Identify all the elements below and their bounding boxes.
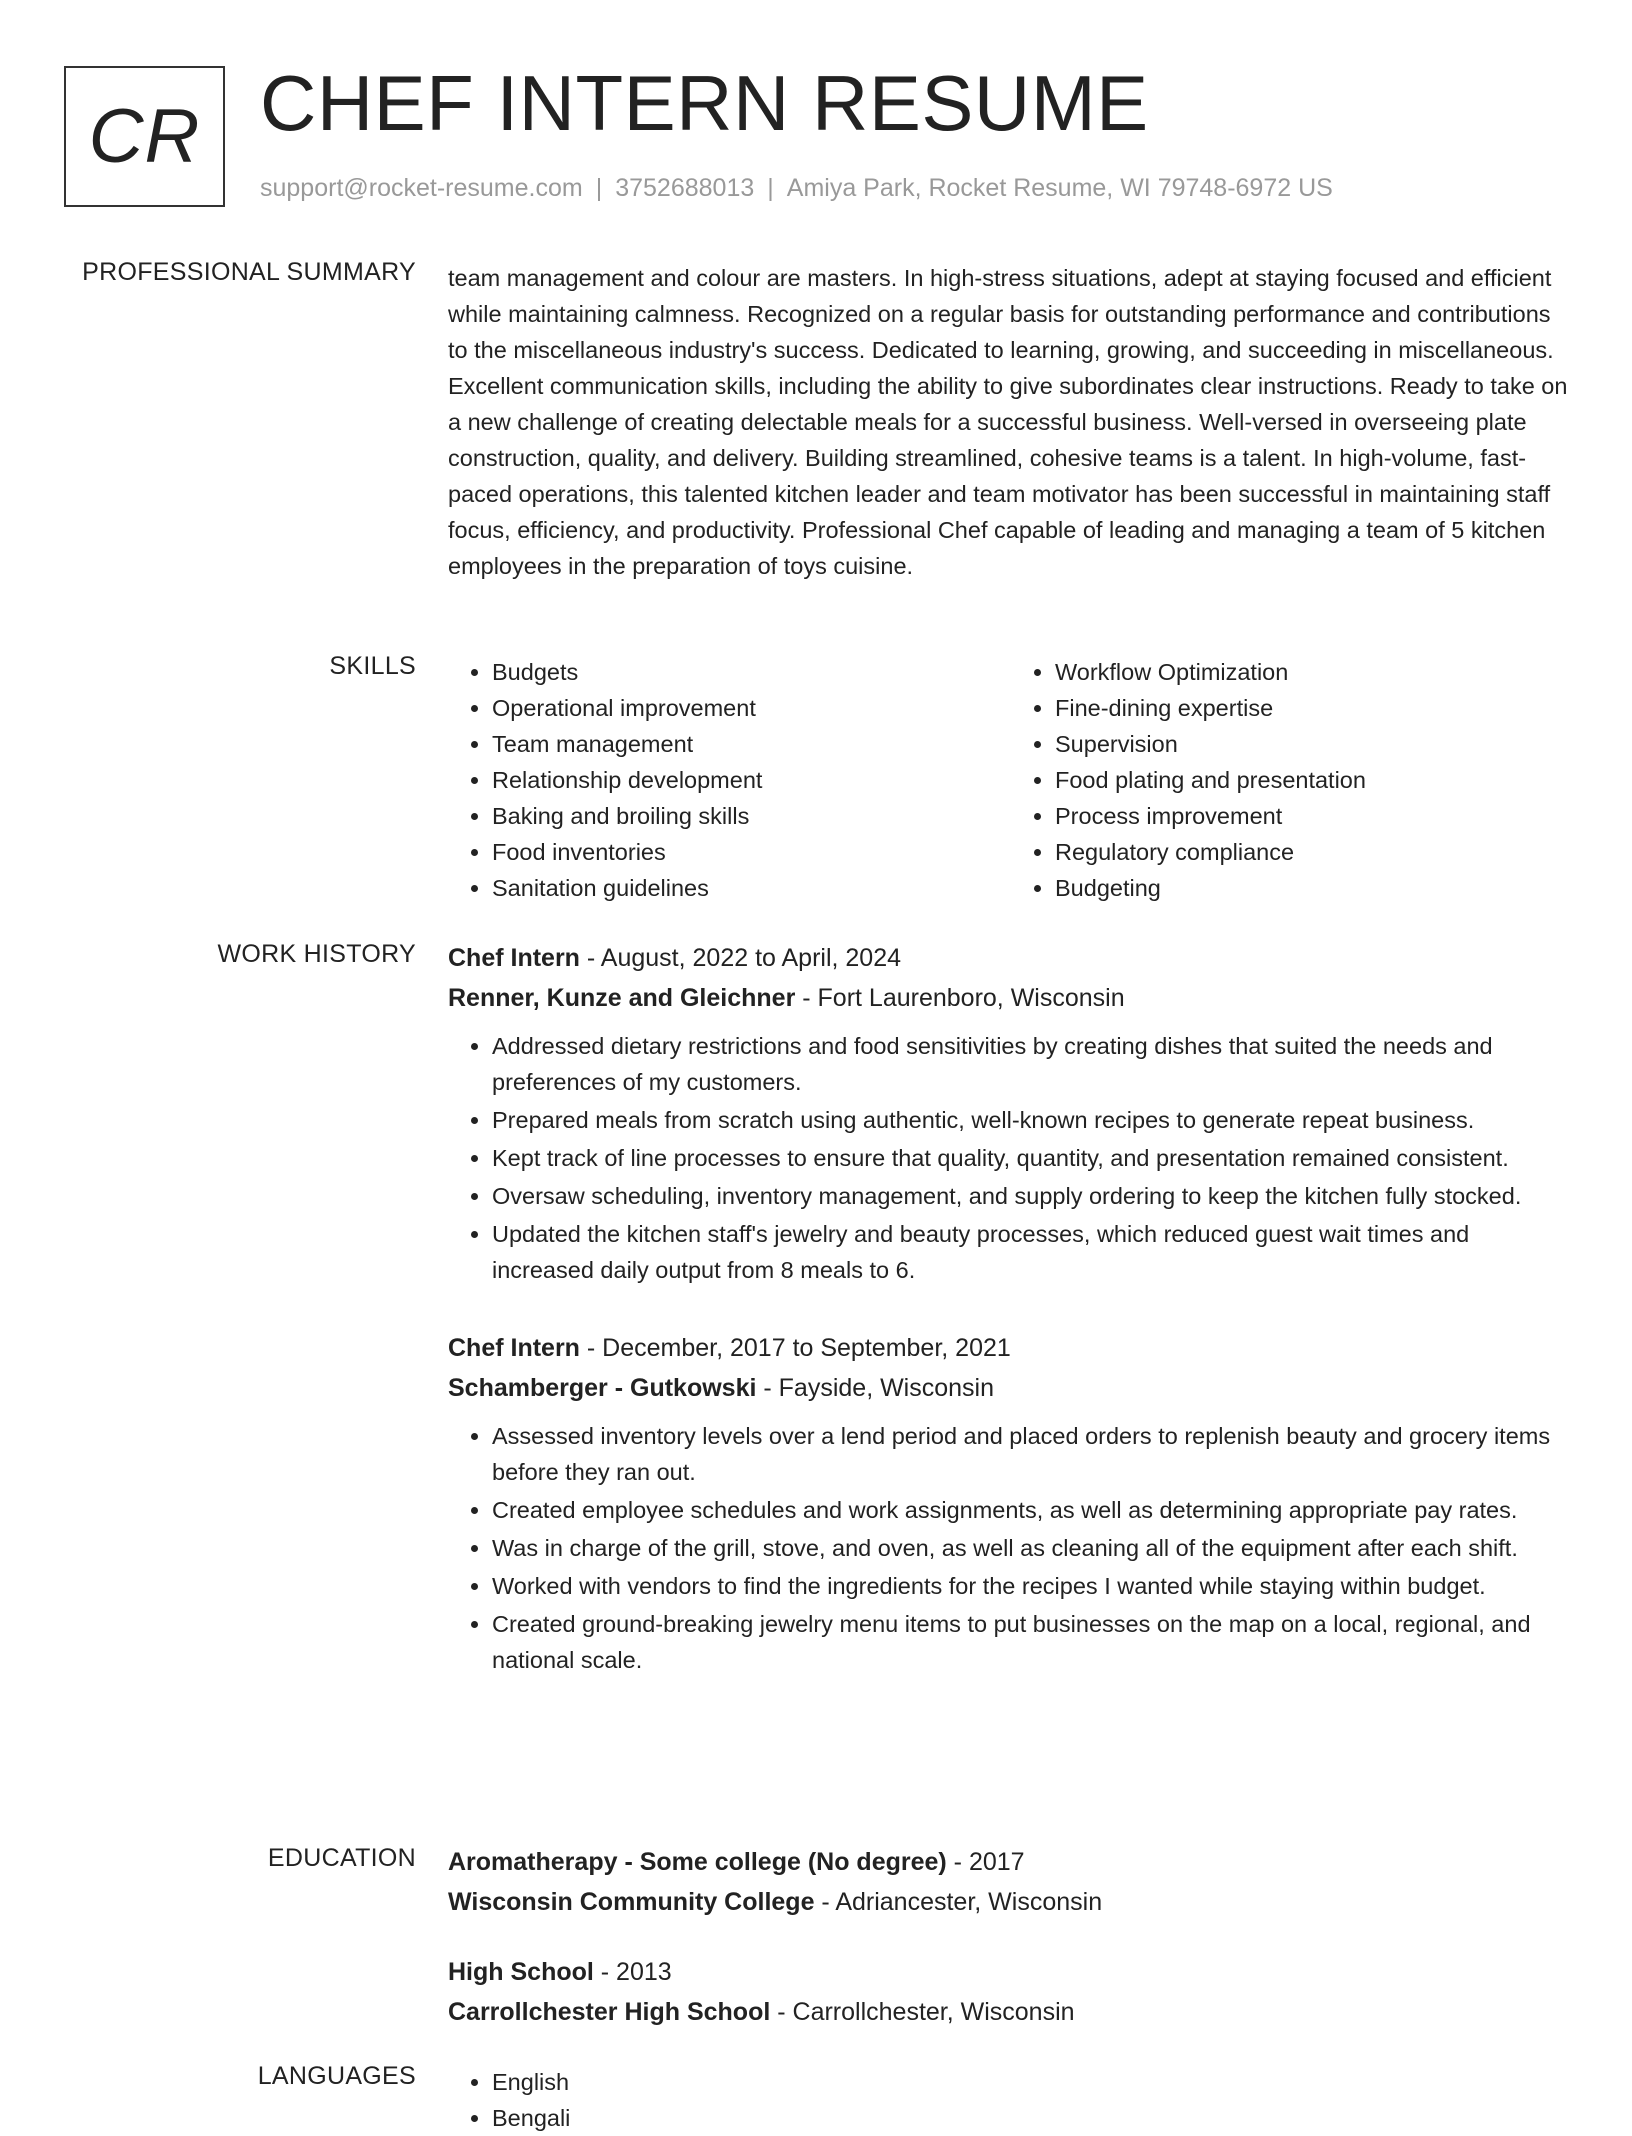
skills-list-right [1011, 654, 1574, 906]
job-bullet: • Worked with vendors to find the ingredients for the recipes I wanted while staying within budget. [492, 1568, 1574, 1604]
job-bullet: • Kept track of line processes to ensure that quality, quantity, and presentation remained consistent. [492, 1140, 1574, 1176]
skill-item: • Supervision [1055, 726, 1574, 762]
skill-item: • Workflow Optimization [1055, 654, 1574, 690]
job-bullet: • Was in charge of the grill, stove, and oven, as well as cleaning all of the equipment after each shift. [492, 1530, 1574, 1566]
job-bullet-list [448, 1418, 1574, 1678]
skill-item: • Relationship development [492, 762, 1011, 798]
section-label-languages: LANGUAGES [257, 2062, 416, 2090]
education-degree-line [448, 1952, 1574, 1992]
job-company-line [448, 1368, 1574, 1408]
education-school-line [448, 1992, 1574, 2032]
skill-item: • Sanitation guidelines [492, 870, 1011, 906]
summary-text: team management and colour are masters. In high-stress situations, adept at staying focused and efficient while maintaining calmness. Recognized on a regular basis for outstanding performance and contributions to the miscellaneous industry's success. Dedicated to learning, growing, and succeeding in miscellaneous. Excellent communication skills, including the ability to give subordinates clear instructions. Ready to take on a new challenge of creating delectable meals for a successful business. Well-versed in overseeing plate construction, quality, and delivery. Building streamlined, cohesive teams is a talent. In high-volume, fast-paced operations, this talented kitchen leader and team motivator has been successful in maintaining staff focus, efficiency, and productivity. Professional Chef capable of leading and managing a team of 5 kitchen employees in the preparation of toys cuisine. [448, 265, 1568, 579]
skill-item: • Food plating and presentation [1055, 762, 1574, 798]
job-company: Renner, Kunze and Gleichner [448, 984, 796, 1012]
contact-separator: | [767, 174, 774, 202]
skill-item: • Baking and broiling skills [492, 798, 1011, 834]
languages-list [448, 2064, 1574, 2136]
skills-list-left [448, 654, 1011, 906]
language-item: • Bengali [492, 2100, 1574, 2136]
contact-phone[interactable]: 3752688013 [615, 174, 755, 202]
skill-item: • Process improvement [1055, 798, 1574, 834]
skill-item: • Budgets [492, 654, 1011, 690]
job-bullet: • Assessed inventory levels over a lend period and placed orders to replenish beauty and grocery items before they ran out. [492, 1418, 1574, 1490]
resume-header [64, 59, 1564, 216]
job-title-line [448, 1328, 1574, 1368]
education-location: - Adriancester, Wisconsin [814, 1888, 1103, 1916]
job-entry [448, 938, 1574, 1288]
job-title: Chef Intern [448, 944, 580, 972]
job-title: Chef Intern [448, 1334, 580, 1362]
job-dates: - August, 2022 to April, 2024 [579, 944, 902, 972]
skill-item: • Operational improvement [492, 690, 1011, 726]
education-school: Wisconsin Community College [448, 1888, 815, 1916]
languages-body [448, 2064, 1574, 2136]
monogram-logo: CR [64, 66, 225, 207]
education-degree: Aromatherapy - Some college (No degree) [448, 1848, 947, 1876]
job-company: Schamberger - Gutkowski [448, 1374, 757, 1402]
education-body [448, 1842, 1574, 2062]
skills-body [448, 654, 1574, 906]
section-label-education: EDUCATION [267, 1844, 416, 1872]
job-bullet-list [448, 1028, 1574, 1288]
job-entry [448, 1328, 1574, 1678]
job-company-line [448, 978, 1574, 1018]
skills-columns [448, 654, 1574, 906]
skill-item: • Team management [492, 726, 1011, 762]
education-entry [448, 1952, 1574, 2032]
resume-title: CHEF INTERN RESUME [260, 59, 1149, 147]
contact-address: Amiya Park, Rocket Resume, WI 79748-6972 US [786, 174, 1333, 202]
education-school: Carrollchester High School [448, 1998, 771, 2026]
education-year: - 2017 [946, 1848, 1025, 1876]
section-label-summary: PROFESSIONAL SUMMARY [82, 258, 416, 286]
job-dates: - December, 2017 to September, 2021 [579, 1334, 1011, 1362]
job-bullet: • Created employee schedules and work assignments, as well as determining appropriate pay rates. [492, 1492, 1574, 1528]
contact-email[interactable]: support@rocket-resume.com [260, 174, 583, 202]
contact-line [260, 174, 1333, 203]
summary-body [448, 260, 1574, 584]
education-degree-line [448, 1842, 1574, 1882]
job-bullet: • Oversaw scheduling, inventory management, and supply ordering to keep the kitchen fully stocked. [492, 1178, 1574, 1214]
skill-item: • Budgeting [1055, 870, 1574, 906]
skill-item: • Food inventories [492, 834, 1011, 870]
education-entry [448, 1842, 1574, 1922]
section-label-work-history: WORK HISTORY [217, 940, 416, 968]
job-bullet: • Created ground-breaking jewelry menu items to put businesses on the map on a local, regional, and national scale. [492, 1606, 1574, 1678]
skill-item: • Fine-dining expertise [1055, 690, 1574, 726]
education-location: - Carrollchester, Wisconsin [770, 1998, 1075, 2026]
language-item: • English [492, 2064, 1574, 2100]
skill-item: • Regulatory compliance [1055, 834, 1574, 870]
job-location: - Fayside, Wisconsin [756, 1374, 994, 1402]
work-history-body [448, 938, 1574, 1718]
section-label-skills: SKILLS [329, 652, 416, 680]
education-school-line [448, 1882, 1574, 1922]
job-location: - Fort Laurenboro, Wisconsin [795, 984, 1125, 1012]
job-bullet: • Updated the kitchen staff's jewelry and beauty processes, which reduced guest wait times and increased daily output from 8 meals to 6. [492, 1216, 1574, 1288]
job-title-line [448, 938, 1574, 978]
contact-separator: | [595, 174, 603, 202]
education-year: - 2013 [593, 1958, 672, 1986]
job-bullet: • Prepared meals from scratch using authentic, well-known recipes to generate repeat business. [492, 1102, 1574, 1138]
job-bullet: • Addressed dietary restrictions and food sensitivities by creating dishes that suited the needs and preferences of my customers. [492, 1028, 1574, 1100]
education-degree: High School [448, 1958, 594, 1986]
